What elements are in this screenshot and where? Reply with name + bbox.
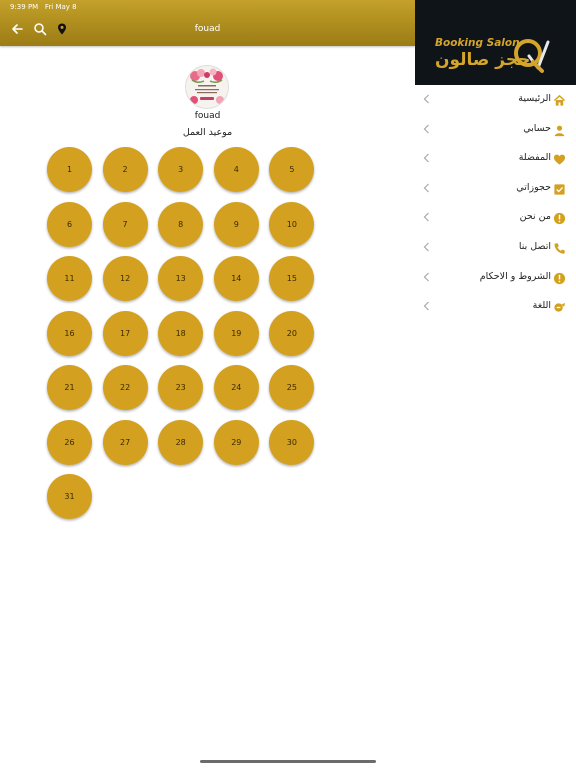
menu-item-favorites[interactable] bbox=[415, 144, 576, 172]
day-button[interactable]: 4 bbox=[214, 147, 259, 192]
status-date: Fri May 8 bbox=[44, 3, 77, 11]
chevron-left-icon bbox=[423, 153, 430, 163]
day-button[interactable]: 24 bbox=[214, 365, 259, 410]
menu-item-my-account[interactable] bbox=[415, 115, 576, 143]
drawer-header bbox=[415, 0, 576, 85]
chevron-left-icon bbox=[423, 124, 430, 134]
checkbox-icon bbox=[553, 181, 566, 194]
day-button[interactable]: 19 bbox=[214, 311, 259, 356]
chevron-left-icon bbox=[423, 183, 430, 193]
day-button[interactable]: 11 bbox=[47, 256, 92, 301]
menu-item-label: المفضلة bbox=[518, 152, 551, 164]
menu-item-label: من نحن bbox=[519, 211, 551, 223]
profile-name: fouad bbox=[194, 111, 221, 121]
day-button[interactable]: 18 bbox=[158, 311, 203, 356]
menu-item-label: الشروط و الاحكام bbox=[479, 270, 551, 282]
day-button[interactable]: 12 bbox=[103, 256, 148, 301]
chevron-left-icon bbox=[423, 272, 430, 282]
day-button[interactable]: 6 bbox=[47, 202, 92, 247]
chevron-left-icon bbox=[423, 212, 430, 222]
day-button[interactable]: 15 bbox=[269, 256, 314, 301]
menu-item-label: حسابي bbox=[523, 122, 551, 134]
language-icon bbox=[553, 299, 566, 312]
page-title: fouad bbox=[194, 24, 221, 34]
home-icon bbox=[553, 92, 566, 105]
day-button[interactable]: 7 bbox=[103, 202, 148, 247]
day-button[interactable]: 10 bbox=[269, 202, 314, 247]
day-button[interactable]: 22 bbox=[103, 365, 148, 410]
day-button[interactable]: 2 bbox=[103, 147, 148, 192]
day-button[interactable]: 3 bbox=[158, 147, 203, 192]
day-button[interactable]: 16 bbox=[47, 311, 92, 356]
menu-item-label: اللغة bbox=[532, 300, 551, 312]
day-button[interactable]: 29 bbox=[214, 420, 259, 465]
day-button[interactable]: 1 bbox=[47, 147, 92, 192]
day-button[interactable]: 23 bbox=[158, 365, 203, 410]
menu-item-my-bookings[interactable] bbox=[415, 174, 576, 202]
home-indicator bbox=[200, 760, 376, 763]
menu-item-language[interactable] bbox=[415, 292, 576, 320]
day-button[interactable]: 21 bbox=[47, 365, 92, 410]
menu-item-label: الرئيسية bbox=[518, 93, 551, 104]
avatar bbox=[186, 66, 228, 108]
day-button[interactable]: 13 bbox=[158, 256, 203, 301]
menu-item-home[interactable] bbox=[415, 85, 576, 113]
chevron-left-icon bbox=[423, 242, 430, 252]
day-button[interactable]: 28 bbox=[158, 420, 203, 465]
day-button[interactable]: 8 bbox=[158, 202, 203, 247]
day-button[interactable]: 17 bbox=[103, 311, 148, 356]
schedule-title: موعيد العمل bbox=[182, 127, 233, 138]
heart-icon bbox=[553, 151, 566, 164]
day-button[interactable]: 5 bbox=[269, 147, 314, 192]
menu-item-label: اتصل بنا bbox=[518, 241, 551, 252]
day-button[interactable]: 30 bbox=[269, 420, 314, 465]
person-icon bbox=[553, 122, 566, 135]
status-time: 9:39 PM bbox=[10, 3, 39, 11]
logo-text-en: Booking Salon bbox=[435, 37, 520, 49]
menu-item-terms[interactable] bbox=[415, 263, 576, 291]
menu-item-label: حجوزاتي bbox=[516, 181, 551, 193]
menu-item-about-us[interactable] bbox=[415, 203, 576, 231]
info-icon bbox=[553, 270, 566, 283]
phone-icon bbox=[553, 240, 566, 253]
menu-item-contact-us[interactable] bbox=[415, 233, 576, 261]
side-drawer bbox=[415, 0, 576, 768]
salon-avatar-image bbox=[186, 66, 228, 108]
day-button[interactable]: 26 bbox=[47, 420, 92, 465]
day-button[interactable]: 14 bbox=[214, 256, 259, 301]
chevron-left-icon bbox=[423, 301, 430, 311]
info-icon bbox=[553, 210, 566, 223]
day-button[interactable]: 27 bbox=[103, 420, 148, 465]
logo-q-icon bbox=[511, 36, 551, 74]
day-button[interactable]: 31 bbox=[47, 474, 92, 519]
chevron-left-icon bbox=[423, 94, 430, 104]
day-button[interactable]: 25 bbox=[269, 365, 314, 410]
logo-text-ar: حجز صالون bbox=[435, 50, 531, 70]
day-button[interactable]: 20 bbox=[269, 311, 314, 356]
day-button[interactable]: 9 bbox=[214, 202, 259, 247]
